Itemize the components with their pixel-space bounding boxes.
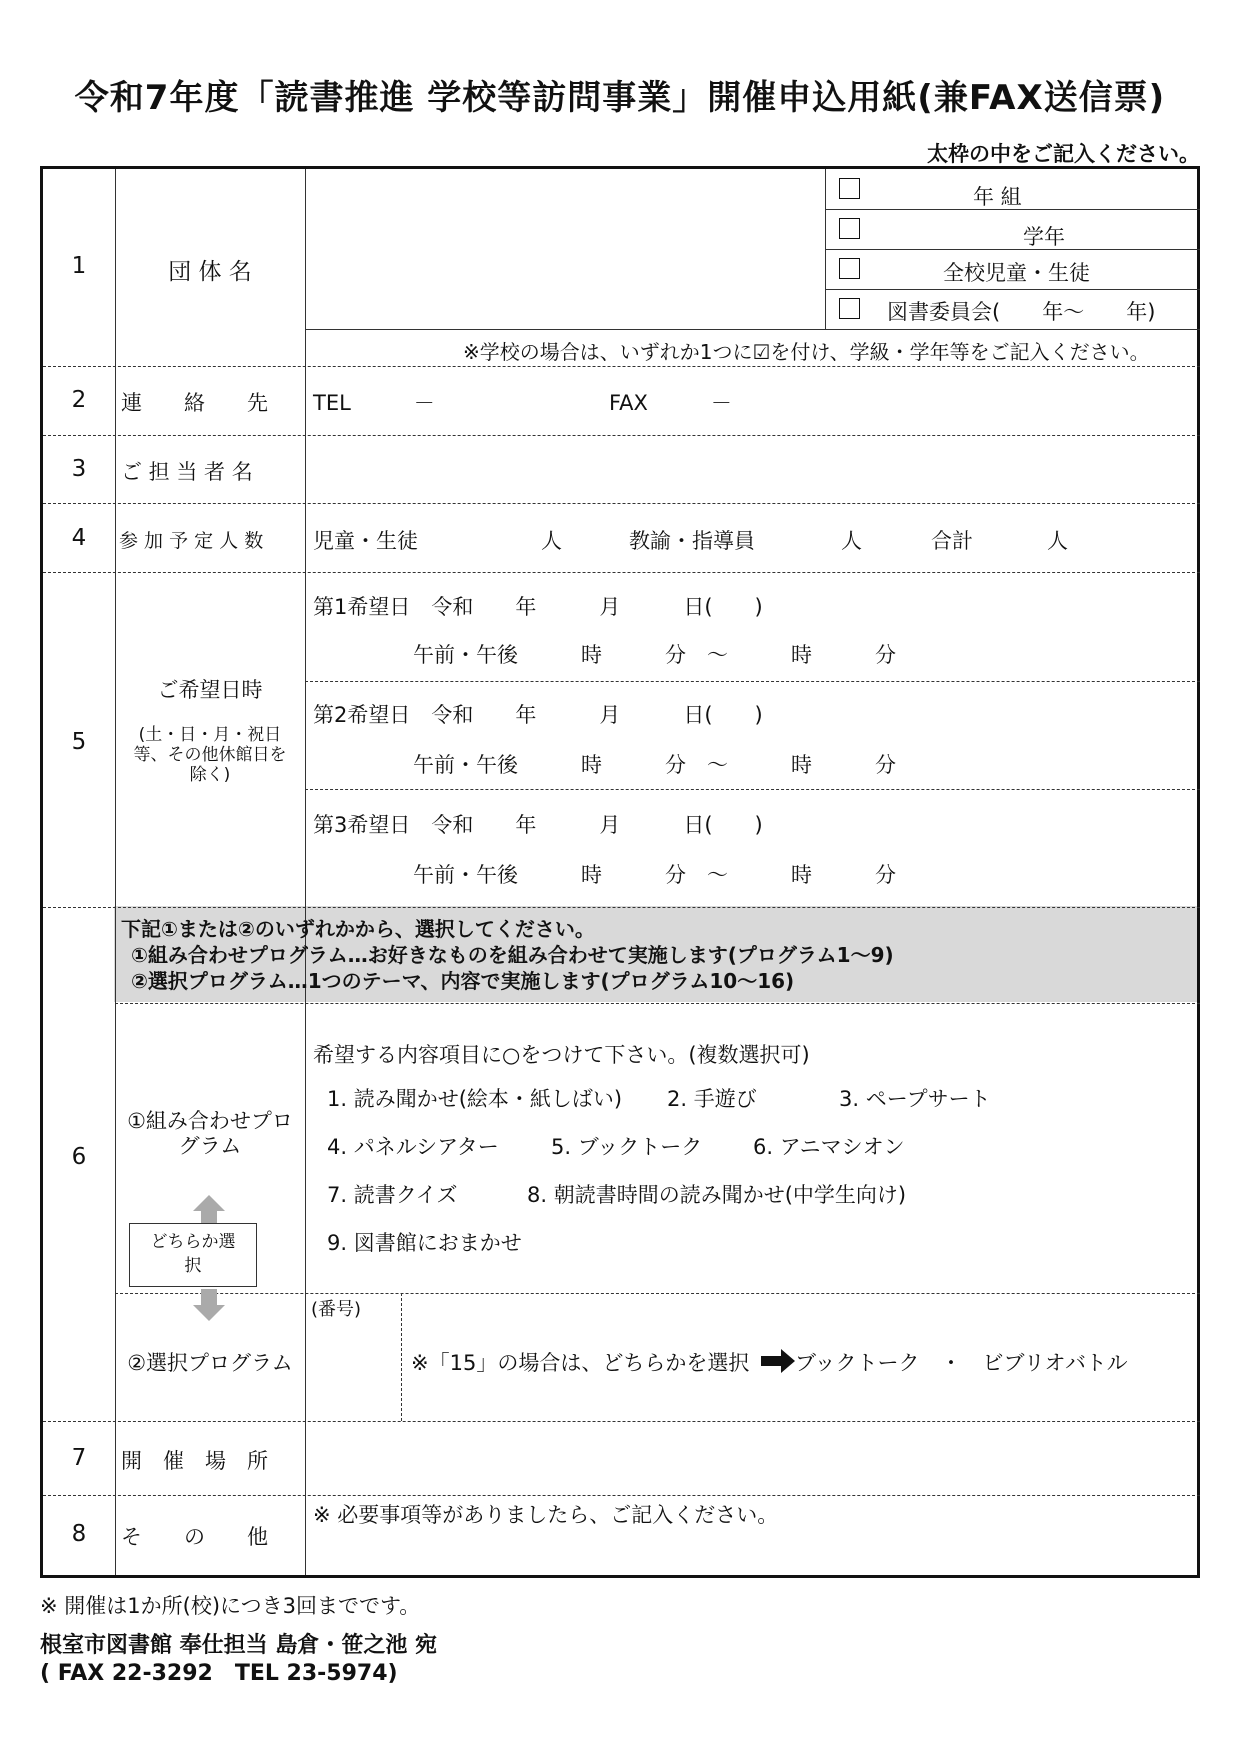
opt-line-2 [825, 249, 1200, 250]
date-choice-2[interactable]: 第2希望日 令和 年 月 日( ) [313, 703, 763, 727]
row7-label: 開 催 場 所 [121, 1449, 268, 1473]
row5-label: ご希望日時 [157, 678, 263, 702]
row6-prog-line [115, 1293, 1200, 1294]
row8-label: そ の 他 [121, 1525, 268, 1549]
row6-header-line2: ①組み合わせプログラム…お好きなものを組み合わせて実施します(プログラム1〜9) [131, 943, 894, 967]
program-number-field[interactable] [311, 1319, 399, 1415]
page-title: 令和7年度「読書推進 学校等訪問事業」開催申込用紙(兼FAX送信票) [74, 78, 1166, 118]
venue-field[interactable] [305, 1423, 1200, 1493]
choose-one-label: どちらか選択 [150, 1232, 236, 1276]
tel-field[interactable]: TEL － [313, 391, 435, 415]
program-item-5[interactable]: 5. ブックトーク [551, 1135, 703, 1159]
footer-contact: ( FAX 22-3292 TEL 23-5974) [40, 1661, 398, 1686]
program2-label: ②選択プログラム [127, 1351, 293, 1375]
option-class-checkbox[interactable] [839, 178, 860, 199]
program-item-3[interactable]: 3. ペープサート [839, 1087, 991, 1111]
program-item-2[interactable]: 2. 手遊び [667, 1087, 757, 1111]
program-item-7[interactable]: 7. 読書クイズ [327, 1183, 458, 1207]
students-unit: 人 [541, 529, 562, 553]
row6-header-line [115, 1003, 1200, 1004]
fax-field[interactable]: FAX － [609, 391, 732, 415]
teachers-unit: 人 [841, 529, 862, 553]
arrow-right-icon [761, 1349, 795, 1373]
time-choice-3[interactable]: 午前・午後 時 分 〜 時 分 [413, 863, 896, 887]
total-label: 合計 [931, 529, 973, 553]
program15-options[interactable]: ブックトーク ・ ビブリオバトル [795, 1351, 1128, 1375]
form-frame [40, 166, 1200, 1578]
program-item-6[interactable]: 6. アニマシオン [753, 1135, 905, 1159]
arrow-down-icon [191, 1287, 227, 1323]
date-choice-1[interactable]: 第1希望日 令和 年 月 日( ) [313, 595, 763, 619]
row-line-6 [43, 1421, 1200, 1422]
row1-number: 1 [71, 253, 87, 279]
row5-line-2 [305, 789, 1200, 790]
program-item-1[interactable]: 1. 読み聞かせ(絵本・紙しばい) [327, 1087, 623, 1111]
option-grade-label: 学年 [1023, 225, 1065, 249]
opt-line-4 [305, 329, 1200, 330]
row6-header-line3: ②選択プログラム…1つのテーマ、内容で実施します(プログラム10〜16) [131, 969, 795, 993]
choose-one-box [129, 1223, 257, 1287]
option-whole-school-checkbox[interactable] [839, 258, 860, 279]
row4-label: 参 加 予 定 人 数 [119, 530, 264, 552]
row-line-2 [43, 435, 1200, 436]
row1-label: 団 体 名 [168, 259, 252, 285]
program-item-9[interactable]: 9. 図書館におまかせ [327, 1231, 522, 1255]
footer-address: 根室市図書館 奉仕担当 島倉・笹之池 宛 [40, 1633, 437, 1658]
option-library-committee-label: 図書委員会( 年〜 年) [887, 300, 1156, 324]
col-divider-label [305, 169, 306, 1575]
row1-note: ※学校の場合は、いずれか1つに☑を付け、学級・学年等をご記入ください。 [463, 340, 1150, 364]
group-name-field[interactable] [305, 171, 825, 327]
fill-instruction: 太枠の中をご記入ください。 [927, 142, 1200, 166]
students-label: 児童・生徒 [313, 529, 418, 553]
row8-number: 8 [71, 1521, 87, 1547]
row3-number: 3 [71, 456, 87, 482]
program1-label: ①組み合わせプログラム [127, 1109, 293, 1158]
row6-header-line1: 下記①または②のいずれかから、選択してください。 [121, 917, 595, 941]
row4-number: 4 [71, 525, 87, 551]
program-item-4[interactable]: 4. パネルシアター [327, 1135, 499, 1159]
row6-number: 6 [71, 1144, 87, 1170]
row-line-5 [43, 907, 1200, 908]
time-choice-1[interactable]: 午前・午後 時 分 〜 時 分 [413, 643, 896, 667]
opt-line-3 [825, 289, 1200, 290]
option-whole-school-label: 全校児童・生徒 [943, 261, 1090, 285]
program-item-8[interactable]: 8. 朝読書時間の読み聞かせ(中学生向け) [527, 1183, 907, 1207]
row-line-1 [43, 366, 1200, 367]
row-line-4 [43, 572, 1200, 573]
program-number-label: (番号) [311, 1299, 362, 1320]
time-choice-2[interactable]: 午前・午後 時 分 〜 時 分 [413, 753, 896, 777]
row8-note: ※ 必要事項等がありましたら、ご記入ください。 [313, 1503, 779, 1527]
option-library-committee-checkbox[interactable] [839, 298, 860, 319]
teachers-label: 教諭・指導員 [629, 529, 755, 553]
date-choice-3[interactable]: 第3希望日 令和 年 月 日( ) [313, 813, 763, 837]
program15-note: ※「15」の場合は、どちらかを選択 [411, 1351, 750, 1375]
footer-note: ※ 開催は1か所(校)につき3回までです。 [40, 1594, 421, 1618]
program-instruction: 希望する内容項目に○をつけて下さい。(複数選択可) [313, 1043, 810, 1067]
row-line-3 [43, 503, 1200, 504]
row7-number: 7 [71, 1445, 87, 1471]
row2-number: 2 [71, 387, 87, 413]
row2-label: 連 絡 先 [121, 391, 268, 415]
row5-number: 5 [71, 729, 87, 755]
option-class-label: 年 組 [973, 185, 1022, 209]
row5-sublabel: (土・日・月・祝日等、その他休館日を除く) [133, 725, 287, 785]
col-divider-number [401, 1293, 402, 1421]
option-grade-checkbox[interactable] [839, 218, 860, 239]
other-field[interactable] [305, 1525, 1200, 1573]
contact-person-field[interactable] [305, 437, 1200, 501]
row-line-7 [43, 1495, 1200, 1496]
row3-label: ご 担 当 者 名 [121, 460, 253, 484]
total-unit: 人 [1047, 529, 1068, 553]
row5-line-1 [305, 681, 1200, 682]
